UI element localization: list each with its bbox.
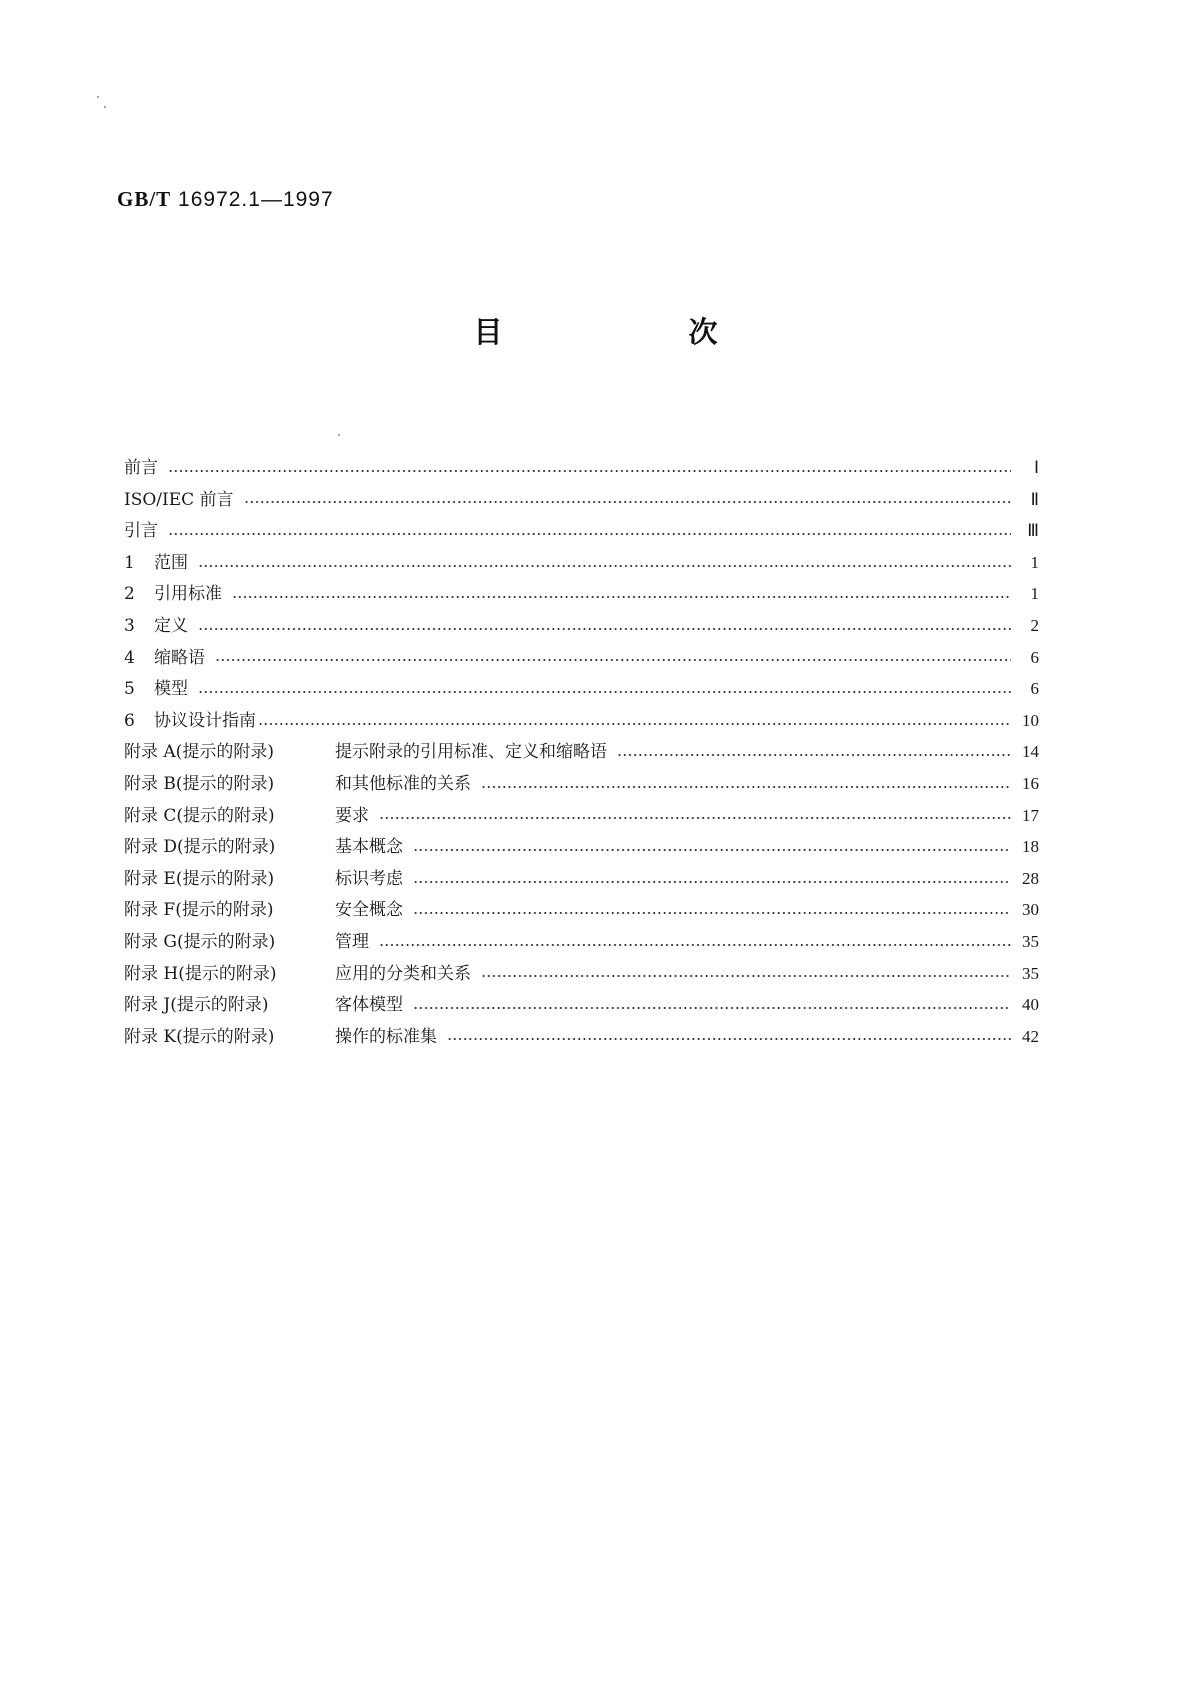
toc-page-number: 16 — [1022, 773, 1039, 793]
toc-entry-label-group — [124, 453, 158, 485]
toc-entry-title: 要求 — [335, 805, 369, 826]
toc-entry-label-group — [124, 927, 369, 959]
toc-page-number: 35 — [1022, 931, 1039, 951]
toc-entry-title: 客体模型 — [335, 995, 403, 1016]
toc-entry-label-group — [124, 706, 256, 738]
toc-entry — [124, 736, 1039, 768]
toc-entry-label-group — [124, 832, 403, 864]
toc-entry-title: 提示附录的引用标准、定义和缩略语 — [335, 742, 607, 763]
toc-entry-label-group — [124, 643, 205, 675]
table-of-contents — [124, 452, 1039, 1052]
toc-annex-id: 附录 A(提示的附录) — [124, 742, 274, 763]
dot-leader — [198, 691, 1011, 693]
toc-entry — [124, 1021, 1039, 1053]
toc-entry — [124, 768, 1039, 800]
toc-entry-label-group — [124, 579, 222, 611]
dot-leader — [168, 533, 1011, 535]
toc-entry — [124, 578, 1039, 610]
toc-entry-label-group — [124, 548, 188, 580]
toc-annex-id: 附录 B(提示的附录) — [124, 773, 275, 794]
toc-annex-id: 附录 C(提示的附录) — [124, 805, 275, 826]
toc-page-number: 2 — [1030, 615, 1039, 635]
toc-entry-title: 缩略语 — [154, 647, 205, 668]
dot-leader — [168, 470, 1011, 472]
dot-leader — [413, 849, 1011, 851]
standard-code: 16972.1—1997 — [178, 188, 334, 211]
dot-leader — [413, 912, 1011, 914]
toc-page-number: 6 — [1030, 647, 1039, 667]
toc-page-number: 28 — [1022, 868, 1039, 888]
toc-entry-title: 应用的分类和关系 — [335, 963, 471, 984]
toc-page-number: 42 — [1022, 1026, 1039, 1046]
scan-speck — [338, 434, 340, 436]
toc-annex-id: 附录 E(提示的附录) — [124, 868, 275, 889]
toc-entry-label-group — [124, 959, 471, 991]
toc-page-number: 40 — [1022, 995, 1039, 1015]
toc-entry-label-group — [124, 1022, 437, 1054]
toc-entry-title: 协议设计指南 — [154, 710, 256, 731]
toc-entry — [124, 515, 1039, 547]
toc-entry-label-group — [124, 674, 188, 706]
toc-entry-title: 管理 — [335, 931, 369, 952]
toc-entry-title: 操作的标准集 — [335, 1026, 437, 1047]
toc-title: 目 次 — [473, 315, 806, 349]
toc-entry — [124, 610, 1039, 642]
toc-entry-title: 标识考虑 — [335, 868, 403, 889]
toc-section-number: 3 — [124, 615, 135, 636]
toc-annex-id: 附录 D(提示的附录) — [124, 837, 276, 858]
toc-page-number: Ⅱ — [1030, 489, 1039, 509]
toc-entry-label-group — [124, 485, 234, 517]
toc-page-number: Ⅰ — [1033, 458, 1039, 477]
toc-entry-title: 和其他标准的关系 — [335, 773, 471, 794]
dot-leader — [481, 786, 1011, 788]
toc-annex-id: 附录 J(提示的附录) — [124, 995, 269, 1016]
toc-entry-label-group — [124, 611, 188, 643]
toc-page-number: 1 — [1030, 552, 1039, 572]
toc-annex-id: 附录 K(提示的附录) — [124, 1026, 275, 1047]
toc-section-number: 4 — [124, 647, 135, 668]
dot-leader — [198, 565, 1011, 567]
toc-entry — [124, 642, 1039, 674]
toc-page-number: 17 — [1022, 805, 1039, 825]
toc-entry-label-group — [124, 737, 607, 769]
dot-leader — [232, 596, 1011, 598]
scan-speck — [97, 96, 99, 98]
toc-page-number: 10 — [1022, 710, 1039, 730]
toc-page-number: 6 — [1030, 679, 1039, 699]
toc-annex-id: 附录 G(提示的附录) — [124, 931, 276, 952]
toc-entry — [124, 705, 1039, 737]
standard-number — [117, 187, 334, 212]
dot-leader — [258, 723, 1011, 725]
dot-leader — [379, 817, 1011, 819]
toc-entry-title: 前言 — [124, 458, 158, 478]
dot-leader — [379, 944, 1011, 946]
toc-entry-title: 基本概念 — [335, 837, 403, 858]
scan-speck — [104, 106, 106, 108]
toc-entry-title: 安全概念 — [335, 900, 403, 921]
dot-leader — [244, 501, 1011, 503]
toc-entry — [124, 673, 1039, 705]
toc-section-number: 6 — [124, 710, 135, 731]
toc-annex-id: 附录 H(提示的附录) — [124, 963, 277, 984]
toc-section-number: 2 — [124, 584, 135, 605]
toc-entry-label-group — [124, 516, 158, 548]
toc-entry-label-group — [124, 769, 471, 801]
toc-entry-title: 引用标准 — [154, 584, 222, 605]
toc-entry-label-group — [124, 864, 403, 896]
toc-annex-id: 附录 F(提示的附录) — [124, 900, 274, 921]
toc-entry — [124, 894, 1039, 926]
toc-entry — [124, 484, 1039, 516]
dot-leader — [617, 754, 1011, 756]
toc-section-number: 5 — [124, 679, 135, 700]
toc-entry-label-group — [124, 895, 403, 927]
toc-entry-title: 模型 — [154, 679, 188, 700]
dot-leader — [198, 628, 1011, 630]
dot-leader — [413, 1007, 1011, 1009]
toc-entry — [124, 863, 1039, 895]
toc-page-number: 30 — [1022, 900, 1039, 920]
toc-entry — [124, 831, 1039, 863]
toc-entry-label-group — [124, 801, 369, 833]
toc-entry — [124, 926, 1039, 958]
dot-leader — [413, 881, 1011, 883]
toc-entry — [124, 989, 1039, 1021]
toc-page-number: Ⅲ — [1027, 521, 1039, 541]
standard-prefix: GB/T — [117, 187, 172, 211]
dot-leader — [447, 1038, 1011, 1040]
toc-entry — [124, 547, 1039, 579]
toc-page-number: 14 — [1022, 742, 1039, 762]
toc-entry — [124, 800, 1039, 832]
toc-page-number: 18 — [1022, 837, 1039, 857]
dot-leader — [215, 659, 1011, 661]
toc-page-number: 35 — [1022, 963, 1039, 983]
toc-entry-title: 定义 — [154, 615, 188, 636]
toc-entry — [124, 958, 1039, 990]
toc-entry-title: 引言 — [124, 521, 158, 542]
toc-page-number: 1 — [1030, 584, 1039, 604]
toc-entry-title: ISO/IEC 前言 — [124, 489, 234, 510]
toc-entry-title: 范围 — [154, 552, 188, 573]
toc-entry — [124, 452, 1039, 484]
toc-section-number: 1 — [124, 552, 135, 573]
toc-entry-label-group — [124, 990, 403, 1022]
dot-leader — [481, 975, 1011, 977]
